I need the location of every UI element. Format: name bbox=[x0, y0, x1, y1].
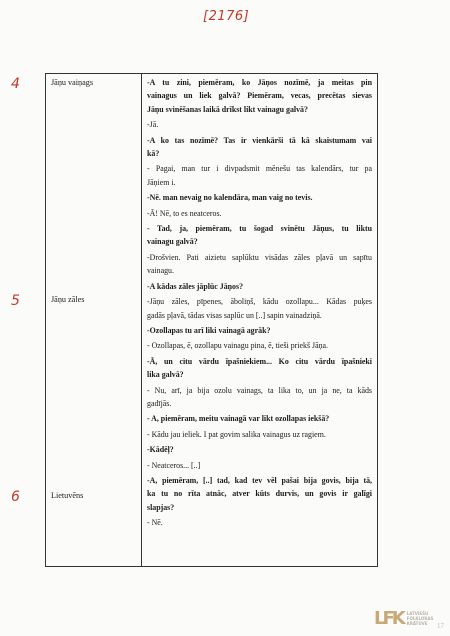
dialogue-line: - A, piemēram, meitu vainagā var likt ozollapas iekšā? bbox=[147, 414, 330, 424]
dialogue-line: -Ozollapas tu arī liki vainagā agrāk? bbox=[147, 325, 271, 335]
interviewer-question bbox=[147, 355, 372, 382]
informant-answer bbox=[147, 295, 372, 322]
page-number: 17 bbox=[437, 622, 444, 630]
informant-answer bbox=[147, 516, 372, 529]
informant-answer bbox=[147, 459, 372, 472]
dialogue-line: vainagus un liek galvā? Piemēram, vecas, precētas sievas bbox=[147, 91, 372, 101]
dialogue-line: -A tu zini, piemēram, ko Jāņos nozīmē, ja meitas pin bbox=[147, 78, 372, 87]
informant-answer bbox=[147, 339, 372, 352]
interviewer-question bbox=[147, 191, 372, 204]
dialogue-line: - Kādu jau ieliek. I pat govim salika vainagus uz ragiem. bbox=[147, 429, 326, 439]
interviewer-question bbox=[147, 134, 372, 161]
dialogue-line: lika galvā? bbox=[147, 370, 184, 380]
dialogue-line: -Ā! Nē, to es neatceros. bbox=[147, 208, 222, 218]
dialogue-line: - Pagai, man tur i divpadsmit mēnešu tas kalendārs, tur pa bbox=[147, 164, 372, 174]
interviewer-question bbox=[147, 443, 372, 456]
dialogue-line: vainagu. bbox=[147, 266, 174, 276]
dialogue-line: kā? bbox=[147, 149, 160, 159]
dialogue-line: -A ko tas nozīmē? Tas ir vienkārši tā kā skaistumam vai bbox=[147, 135, 372, 145]
dialogue-line: - Neatceros... [..] bbox=[147, 460, 201, 470]
dialogue-line: slapjas? bbox=[147, 502, 175, 512]
logo-text: LATVIEŠU FOLKLORAS KRĀTUVE bbox=[406, 610, 434, 626]
topic-row-4 bbox=[11, 76, 94, 92]
interviewer-question bbox=[147, 76, 372, 116]
interviewer-question bbox=[147, 474, 372, 514]
dialogue-line: -Jā. bbox=[147, 120, 159, 130]
informant-answer bbox=[147, 118, 372, 131]
interviewer-question bbox=[147, 324, 372, 337]
column-divider bbox=[141, 74, 142, 566]
dialogue-line: -A kādas zāles jāplūc Jāņos? bbox=[147, 281, 244, 291]
topic-label: Lietuvēns bbox=[51, 491, 84, 500]
informant-answer bbox=[147, 384, 372, 411]
row-number: 6 bbox=[11, 489, 20, 505]
dialogue-line: -Jāņu zāles, pīpenes, āboliņš, kādu ozollapu... Kādas puķes bbox=[147, 297, 372, 307]
interviewer-question bbox=[147, 222, 372, 249]
interviewer-question bbox=[147, 412, 372, 425]
topic-label: Jāņu zāles bbox=[51, 295, 85, 304]
dialogue-line: vainagu galvā? bbox=[147, 237, 198, 247]
dialogue-line: -Kādēļ? bbox=[147, 445, 174, 455]
dialogue-line: -Nē. man nevaig no kalendāra, man vaig no tevis. bbox=[147, 193, 313, 203]
dialogue-line: - Ozollapas, ē, ozollapu vainagu pina, ē, tieši priekš Jāņa. bbox=[147, 341, 328, 351]
dialogue-line: -Ā, un citu vārdu īpašniekiem... Ko citu vārdu īpašnieki bbox=[147, 356, 372, 366]
archive-logo bbox=[374, 606, 444, 630]
dialogue-line: gadās pļavā, tādas visas saplūc un [..] sapin vainadziņā. bbox=[147, 310, 322, 320]
topic-label: Jāņu vaiņags bbox=[51, 78, 94, 87]
dialogue-line: -A, piemēram, [..] tad, kad tev vēl pašai bija govis, bija tā, bbox=[147, 475, 372, 485]
interviewer-question bbox=[147, 280, 372, 293]
dialogue-line: -Drošvien. Pati aizietu saplūktu visādas zāles pļavā un sapītu bbox=[147, 252, 372, 262]
transcript-table bbox=[11, 73, 378, 567]
dialogue-line: - Tad, ja, piemēram, tu šogad svinētu Jāņus, tu liktu bbox=[147, 224, 372, 234]
dialogue-line: Jāņiem i. bbox=[147, 177, 176, 187]
dialogue-column bbox=[147, 76, 372, 532]
informant-answer bbox=[147, 428, 372, 441]
informant-answer bbox=[147, 162, 372, 189]
dialogue-line: - Nu, arī, ja bija ozolu vainags, ta lika to, un ja ne, ta kāds bbox=[147, 385, 372, 395]
dialogue-line: - Nē. bbox=[147, 518, 163, 528]
dialogue-line: ka tu no rīta atnāc, atver kūts durvis, un govis ir galīgi bbox=[147, 489, 372, 499]
lfk-logo-icon: LFK bbox=[374, 607, 403, 629]
topic-row-6 bbox=[11, 489, 84, 505]
dialogue-line: Jāņu svinēšanas laikā drīkst likt vainagu galvā? bbox=[147, 104, 308, 114]
row-number: 5 bbox=[11, 293, 20, 309]
dialogue-line: gadījās. bbox=[147, 398, 172, 408]
row-number: 4 bbox=[11, 76, 20, 92]
informant-answer bbox=[147, 207, 372, 220]
topic-row-5 bbox=[11, 293, 85, 309]
archive-number: [2176] bbox=[203, 9, 250, 24]
informant-answer bbox=[147, 251, 372, 278]
